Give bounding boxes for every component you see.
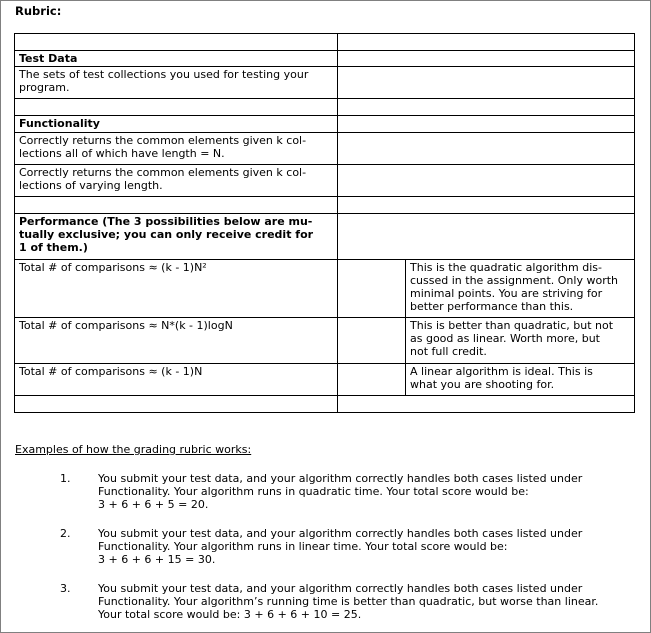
test-data-description — [15, 67, 338, 99]
functionality-header: Functionality — [15, 116, 338, 133]
text-line: 1 of them.) — [19, 241, 88, 254]
score-cell — [338, 260, 406, 318]
text-line: 3 + 6 + 6 + 15 = 30. — [98, 553, 216, 566]
example-number: 2. — [60, 527, 71, 540]
text-line: You submit your test data, and your algorithm correctly handles both cases listed under — [98, 472, 583, 485]
text-line: This is better than quadratic, but not — [410, 319, 614, 332]
table-row — [15, 214, 635, 260]
functionality-criterion — [15, 133, 338, 165]
table-cell — [338, 67, 635, 99]
text-line: You submit your test data, and your algorithm correctly handles both cases listed under — [98, 527, 583, 540]
text-line: The sets of test collections you used for testing your — [19, 68, 309, 81]
text-line: Functionality. Your algorithm runs in linear time. Your total score would be: — [98, 540, 508, 553]
table-row — [15, 67, 635, 99]
example-number: 1. — [60, 472, 71, 485]
performance-header — [15, 214, 338, 260]
text-line: what you are shooting for. — [410, 378, 555, 391]
rubric-table — [14, 33, 635, 413]
table-cell — [338, 34, 635, 51]
table-cell — [338, 133, 635, 165]
table-cell — [338, 116, 635, 133]
text-line: program. — [19, 81, 70, 94]
text-line: tually exclusive; you can only receive credit for — [19, 228, 314, 241]
page-title: Rubric: — [15, 4, 62, 18]
performance-note — [406, 260, 635, 318]
table-cell — [338, 165, 635, 197]
text-line: Your total score would be: 3 + 6 + 6 + 10 = 25. — [98, 608, 362, 621]
table-cell — [338, 51, 635, 67]
text-line: minimal points. You are striving for — [410, 287, 603, 300]
table-cell — [338, 99, 635, 116]
table-row — [15, 116, 635, 133]
functionality-criterion — [15, 165, 338, 197]
text-line: not full credit. — [410, 345, 487, 358]
table-row — [15, 165, 635, 197]
text-line: This is the quadratic algorithm dis- — [410, 261, 602, 274]
table-row — [15, 34, 635, 51]
example-text — [98, 527, 638, 566]
performance-criterion: Total # of comparisons ≈ N*(k - 1)logN — [15, 318, 338, 364]
table-row — [15, 396, 635, 413]
text-line: Performance (The 3 possibilities below are mu- — [19, 215, 313, 228]
performance-note — [406, 318, 635, 364]
example-text — [98, 582, 638, 621]
performance-criterion: Total # of comparisons ≈ (k - 1)N — [15, 364, 338, 396]
table-row — [15, 51, 635, 67]
examples-heading: Examples of how the grading rubric works: — [15, 443, 252, 456]
text-line: Correctly returns the common elements given k col- — [19, 134, 307, 147]
table-row — [15, 99, 635, 116]
table-cell — [338, 197, 635, 214]
text-line: A linear algorithm is ideal. This is — [410, 365, 593, 378]
example-text — [98, 472, 638, 511]
text-line: better performance than this. — [410, 300, 574, 313]
table-row — [15, 260, 635, 318]
text-line: You submit your test data, and your algorithm correctly handles both cases listed under — [98, 582, 583, 595]
table-cell — [15, 197, 338, 214]
example-number: 3. — [60, 582, 71, 595]
text-line: as good as linear. Worth more, but — [410, 332, 600, 345]
table-row — [15, 197, 635, 214]
performance-criterion: Total # of comparisons ≈ (k - 1)N² — [15, 260, 338, 318]
text-line: Correctly returns the common elements given k col- — [19, 166, 307, 179]
text-line: Functionality. Your algorithm’s running time is better than quadratic, but worse than linear. — [98, 595, 599, 608]
table-cell — [15, 34, 338, 51]
table-cell — [338, 396, 635, 413]
score-cell — [338, 318, 406, 364]
text-line: 3 + 6 + 6 + 5 = 20. — [98, 498, 209, 511]
table-cell — [15, 99, 338, 116]
text-line: lections of varying length. — [19, 179, 163, 192]
table-row — [15, 133, 635, 165]
text-line: lections all of which have length = N. — [19, 147, 225, 160]
table-cell — [15, 396, 338, 413]
table-row — [15, 364, 635, 396]
performance-note — [406, 364, 635, 396]
table-cell — [338, 214, 635, 260]
test-data-header: Test Data — [15, 51, 338, 67]
score-cell — [338, 364, 406, 396]
table-row — [15, 318, 635, 364]
text-line: Functionality. Your algorithm runs in quadratic time. Your total score would be: — [98, 485, 529, 498]
text-line: cussed in the assignment. Only worth — [410, 274, 619, 287]
